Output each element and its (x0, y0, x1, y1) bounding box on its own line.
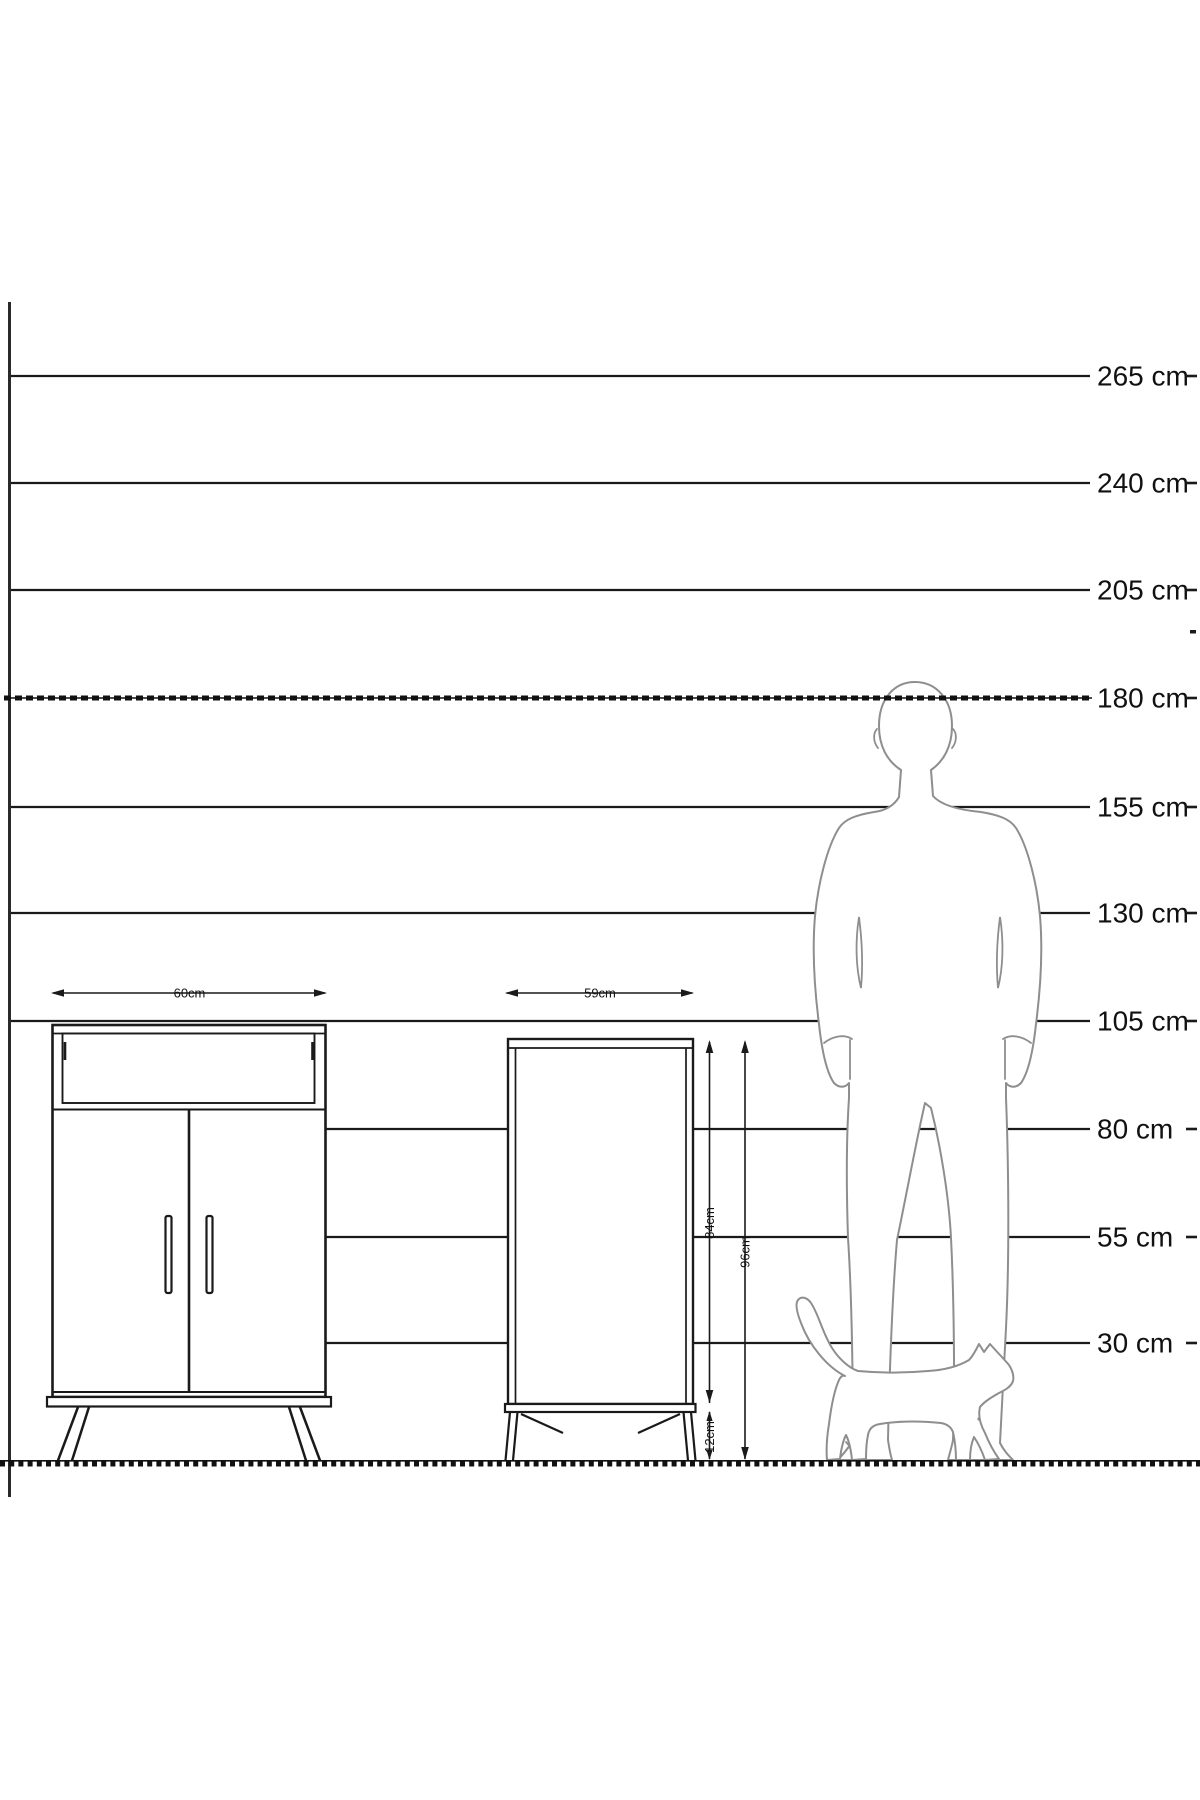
cat-dot (977, 1417, 980, 1420)
cabinet2-plinth (505, 1404, 696, 1412)
cabinet2-width-label: 59cm (584, 985, 616, 1001)
arrow-down (741, 1447, 749, 1460)
door-handle-right (207, 1216, 213, 1293)
cabinet2-carcass-height-label: 84cm (702, 1207, 717, 1239)
arrow-up (741, 1040, 749, 1053)
arrow-down (706, 1390, 714, 1403)
cabinet1-width-dimension (51, 986, 327, 1001)
cabinet-2 (505, 1039, 696, 1461)
cabinet2-leg-height-dimension (702, 1411, 717, 1460)
scale-label-80: 80 cm (1097, 1113, 1174, 1145)
cabinet2-legs (506, 1412, 696, 1461)
arrow-up (706, 1040, 714, 1053)
cabinet2-carcass-height-dimension (702, 1040, 717, 1403)
cabinet2-total-height-label: 96cm (737, 1236, 753, 1268)
arrow-left (505, 989, 518, 997)
arrow-left (51, 989, 64, 997)
label-end-ticks (1186, 376, 1197, 1343)
cabinet1-legs (58, 1407, 320, 1461)
height-scale-labels (1097, 361, 1197, 1359)
arrow-up (706, 1411, 712, 1421)
scale-label-205: 205 cm (1097, 574, 1189, 606)
scale-label-265: 265 cm (1097, 360, 1189, 392)
cabinet2-leg-height-label: 12cm (702, 1421, 717, 1453)
cabinet-1 (47, 1025, 331, 1461)
cabinet2-width-dimension (505, 986, 694, 1001)
scale-label-30: 30 cm (1097, 1327, 1174, 1359)
man-left-ear (874, 729, 878, 748)
cabinet2-carcass (508, 1039, 693, 1404)
cabinet1-plinth (47, 1397, 331, 1407)
stray-dot (1190, 630, 1196, 634)
scale-label-240: 240 cm (1097, 467, 1189, 499)
door-handle-left (166, 1216, 172, 1293)
ground-line (0, 1461, 1200, 1464)
cabinet2-total-height-dimension (738, 1040, 753, 1460)
scale-label-180: 180 cm (1097, 682, 1189, 714)
scale-label-155: 155 cm (1097, 791, 1189, 823)
scale-label-130: 130 cm (1097, 897, 1189, 929)
arrow-right (681, 989, 694, 997)
scale-label-55: 55 cm (1097, 1221, 1174, 1253)
scale-label-105: 105 cm (1097, 1005, 1189, 1037)
cabinet1-open-shelf (63, 1034, 315, 1104)
arrow-right (314, 989, 327, 997)
cabinet1-width-label: 60cm (173, 985, 206, 1001)
